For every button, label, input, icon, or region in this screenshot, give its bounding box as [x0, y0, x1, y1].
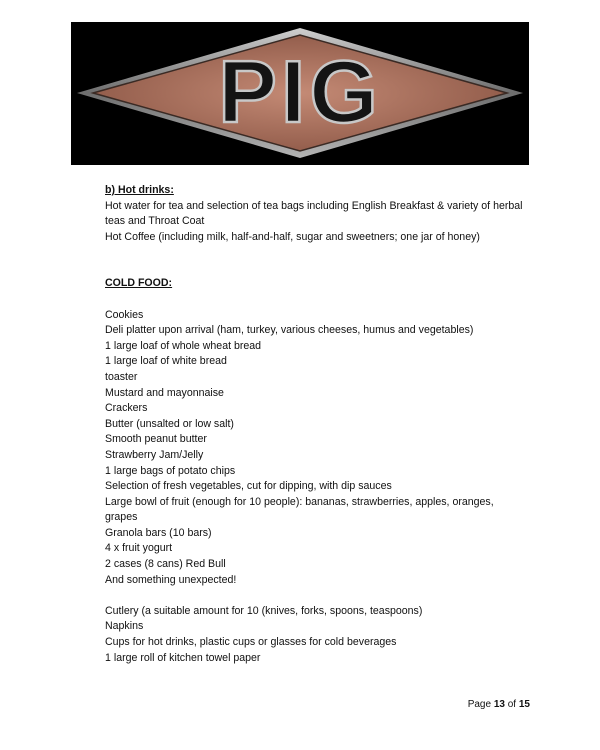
list-item: toaster [105, 370, 138, 383]
page-label: Page [467, 699, 492, 710]
page-footer [468, 699, 530, 710]
pig-logo-banner [71, 22, 529, 165]
list-item: Cutlery (a suitable amount for 10 (knives, forks, spoons, teaspoons) [105, 604, 423, 617]
list-item: 1 large bags of potato chips [105, 464, 236, 477]
list-item: 1 large loaf of whole wheat bread [105, 339, 262, 352]
list-item: Cups for hot drinks, plastic cups or glasses for cold beverages [105, 636, 397, 649]
cold-food-heading: COLD FOOD: [105, 277, 173, 290]
list-item: Smooth peanut butter [105, 433, 207, 446]
list-item: 1 large loaf of white bread [105, 355, 227, 368]
page-total: 15 [518, 699, 530, 710]
logo-text: PIG [218, 42, 382, 141]
supplies-list [105, 604, 525, 666]
list-item: Strawberry Jam/Jelly [105, 448, 204, 461]
list-item: Selection of fresh vegetables, cut for dipping, with dip sauces [105, 480, 392, 493]
list-item: Granola bars (10 bars) [105, 526, 212, 539]
list-item: Crackers [105, 402, 148, 415]
hot-drinks-heading: b) Hot drinks: [105, 184, 174, 196]
list-item: 2 cases (8 cans) Red Bull [105, 558, 226, 571]
list-item: And something unexpected! [105, 573, 237, 586]
list-item: Large bowl of fruit (enough for 10 people): bananas, strawberries, apples, oranges, grapes [105, 495, 494, 524]
document-body [105, 183, 525, 666]
hot-drinks-line: Hot Coffee (including milk, half-and-half, sugar and sweetners; one jar of honey) [105, 230, 480, 243]
list-item: Cookies [105, 308, 144, 321]
list-item: Napkins [105, 620, 144, 633]
list-item: Deli platter upon arrival (ham, turkey, various cheeses, humus and vegetables) [105, 324, 474, 337]
list-item: 4 x fruit yogurt [105, 542, 173, 555]
pig-logo-image [71, 22, 529, 165]
list-item: 1 large roll of kitchen towel paper [105, 651, 261, 664]
page-number: 13 [493, 699, 505, 710]
list-item: Mustard and mayonnaise [105, 386, 224, 399]
list-item: Butter (unsalted or low salt) [105, 417, 234, 430]
of-label: of [507, 699, 517, 710]
cold-food-list [105, 308, 525, 589]
hot-drinks-line: Hot water for tea and selection of tea bags including English Breakfast & variety of herbal teas and Throat Coat [105, 199, 523, 228]
